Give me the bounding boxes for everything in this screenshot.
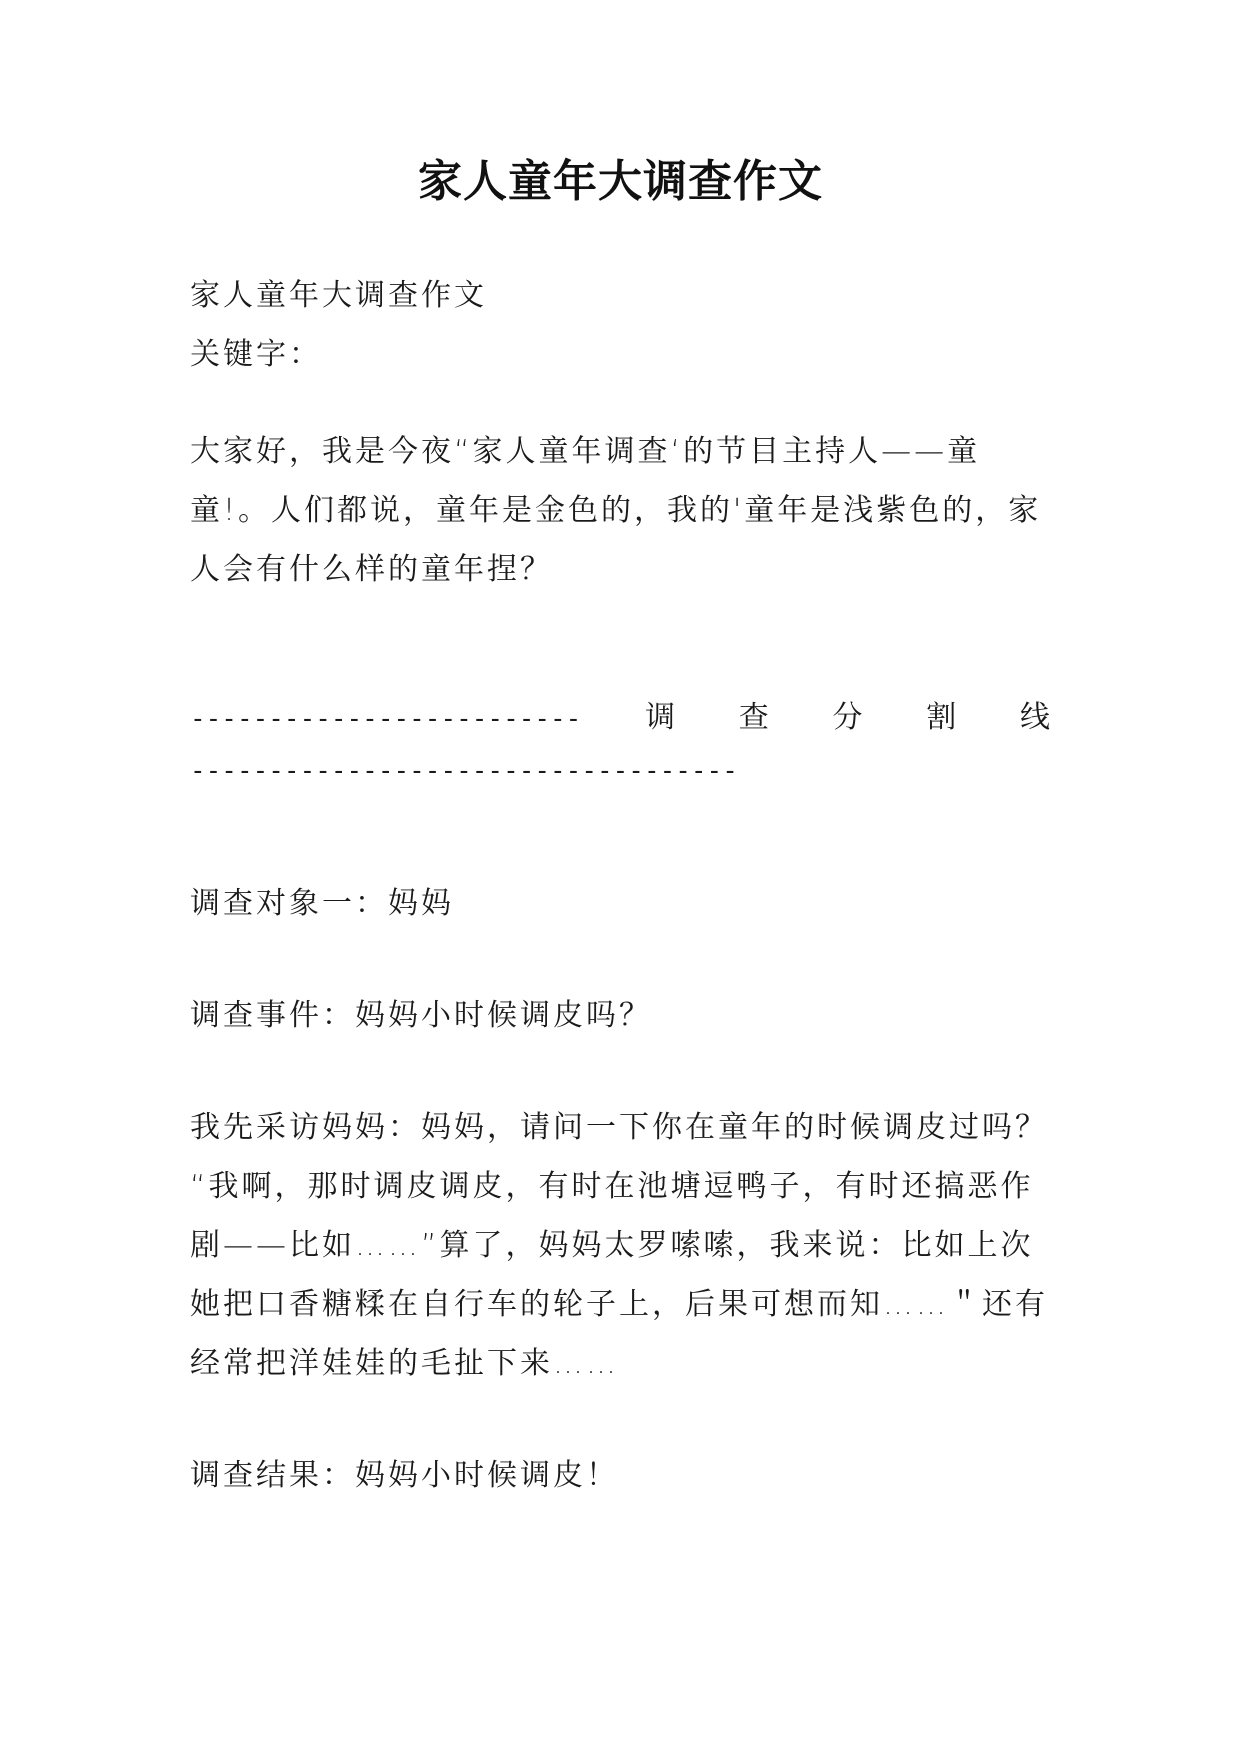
divider-char: 线 (1019, 700, 1050, 735)
divider-char: 调 (645, 700, 676, 735)
interview-line: 我先采访妈妈：妈妈，请问一下你在童年的时候调皮过吗？ (190, 1110, 1048, 1145)
survey-result (190, 1446, 1050, 1505)
result-line: 调查结果：妈妈小时候调皮！ (190, 1458, 619, 1493)
subject-line: 调查对象一：妈妈 (190, 886, 454, 921)
intro-line: 大家好，我是今夜“家人童年调查‘的节目主持人——童 (190, 434, 981, 469)
divider-dashes-left: ------------------------- (190, 704, 582, 734)
divider-dashes-right: ----------------------------------- (190, 756, 738, 786)
interview-line: “我啊，那时调皮调皮，有时在池塘逗鸭子，有时还搞恶作 (190, 1169, 1034, 1204)
heading-repeat: 家人童年大调查作文 (190, 278, 487, 313)
document-title: 家人童年大调查作文 (418, 156, 823, 207)
divider-line-continued (190, 752, 1050, 787)
interview-line: 她把口香糖糅在自行车的轮子上，后果可想而知……＂还有 (190, 1287, 1048, 1322)
interview-paragraph (190, 1098, 1050, 1393)
survey-event (190, 986, 1050, 1045)
divider-char: 割 (926, 700, 957, 735)
divider-char: 分 (832, 700, 863, 735)
interview-line: 经常把洋娃娃的毛扯下来…… (190, 1346, 619, 1381)
interview-line: 剧——比如……”算了，妈妈太罗嗦嗦，我来说：比如上次 (190, 1228, 1034, 1263)
intro-paragraph (190, 422, 1050, 599)
intro-line: 人会有什么样的童年捏？ (190, 552, 553, 587)
keywords-label: 关键字： (190, 337, 322, 372)
divider-char: 查 (738, 700, 769, 735)
survey-subject (190, 874, 1050, 933)
event-line: 调查事件：妈妈小时候调皮吗？ (190, 998, 652, 1033)
divider-line (190, 692, 1050, 736)
intro-line: 童!。人们都说，童年是金色的，我的'童年是浅紫色的，家 (190, 493, 1042, 528)
heading-block (190, 266, 1050, 384)
